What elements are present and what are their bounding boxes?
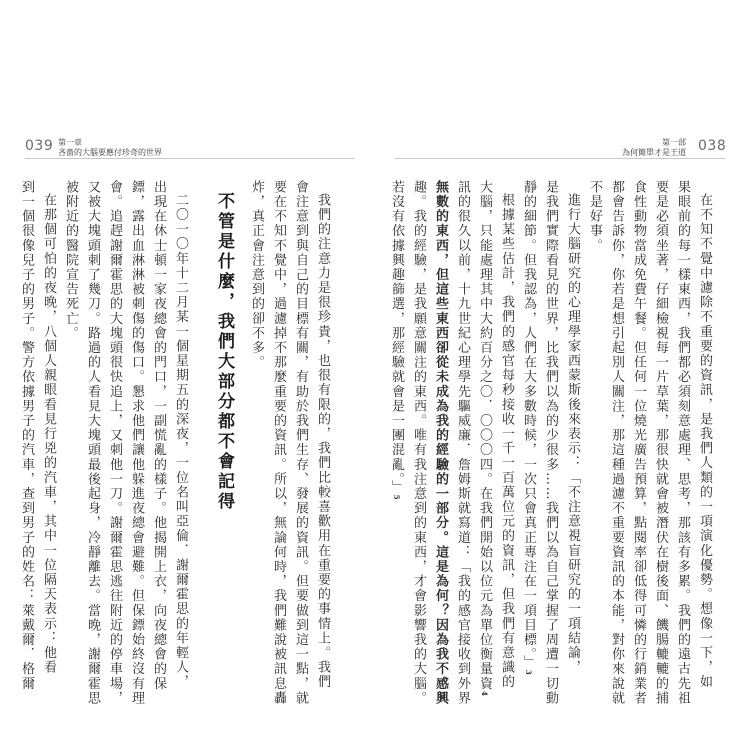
header-rule-right [395,158,725,159]
footnote-marker: 4 [480,691,489,698]
body-column [478,180,491,697]
body-column: 我們的注意力是很珍貴，也很有限的，我們比較喜歡用在重要的事情上。我們 [315,193,330,690]
body-column: 會。追趕謝爾霍思的大塊頭很快追上，又刺他一刀。謝爾霍思逃往附近的停車場， [107,180,122,706]
section-heading: 不管是什麼，我們大部分都不會記得 [214,192,234,512]
body-column: 到一個很像兒子的男子。警方依據男子的汽車，查到男子的姓名：萊戴爾．格爾 [19,180,34,691]
body-column: 無數的東西，但這些東西卻從未成為我的經驗的一部分。這是為何？因為我不感興 [433,180,448,706]
body-column: 被附近的醫院宣告死亡。 [63,180,78,341]
body-text: 大腦，只能處理其中大約百分之〇．〇〇〇四。在我們開始以位元為單位衡量資 [477,180,492,691]
body-text: 若沒有依據興趣篩選，那經驗就會是一團混亂。」 [389,180,404,495]
body-column: 在不知不覺中濾除不重要的資訊，是我們人類的一項演化優勢。想像一下，如 [697,193,712,690]
body-column [522,180,535,676]
chapter-label: 第一章 [58,138,82,147]
chapter-title: 吝嗇的大腦要應付珍奇的世界 [58,148,162,157]
body-column: 鏢，露出血淋淋被刺傷的傷口。懇求他們讓他躲進夜總會避難。但保鏢始終沒有理 [129,180,144,706]
body-column: 又被大塊頭刺了幾刀。路過的人看見大塊頭最後起身，冷靜離去。當晚，謝爾霍思 [85,180,100,706]
page-number-left: 039 [25,138,54,154]
part-label: 第一部 [662,138,686,147]
body-column: 趣。我的經驗，是我願意關注的東西。唯有我注意到的東西，才會影響我的大腦。 [411,180,426,706]
header-rule-left [25,158,355,159]
page-number-right: 038 [698,138,727,154]
body-column: 根據某些估計，我們的感官每秒接收一千一百萬位元的資訊，但我們有意識的 [499,193,514,690]
body-column: 都會告訴你，你若是想引起別人關注，那這種過濾不重要資訊的本能，對你來說就 [609,180,624,706]
body-column: 要是必須坐著，仔細檢視每一片草葉，那很快就會被潛伏在樹後面、饑腸轆轆的捕 [653,180,668,706]
body-column: 二〇一〇年十二月某一個星期五的深夜，一位名叫亞倫．謝爾霍思的年輕人， [173,193,188,690]
body-column: 會注意到與自己的目標有關，有助於我們生存、發展的資訊。但要做到這一點，就 [293,180,308,706]
part-title: 為何簡單才是王道 [622,148,686,157]
body-column: 食性動物當成免費午餐。但任何一位燒光廣告預算，點閱率卻低得可憐的行銷業者 [631,180,646,706]
body-column: 要在不知不覺中，過濾掉不那麼重要的資訊。所以，無論何時，我們難說被訊息轟 [271,180,286,706]
body-column: 在那個可怕的夜晚，八個人親眼看見行兇的汽車，其中一位隔天表示：他看 [41,193,56,675]
body-column: 炸，真正會注意到的卻不多。 [249,180,264,370]
chapter-header [58,138,162,158]
body-column: 不是好事。 [587,180,602,253]
body-column: 訊的很久以前，十九世紀心理學先驅威廉．詹姆斯就寫道：「我的感官接收到外界 [455,180,470,706]
body-text: 靜的細節。但我認為，人們在大多數時候，一次只會真正專注在一項目標。」 [521,180,536,670]
body-column [390,180,403,501]
footnote-marker: 3 [524,669,533,677]
body-column: 是我們實際看見的世界，比我們以為的少很多……我們以為自己掌握了周遭一切動 [543,180,558,706]
footnote-marker: 5 [392,494,401,502]
body-column: 果眼前的每一樣東西，我們都必須刻意處理、思考，那該有多累。我們的遠古先祖 [675,180,690,706]
part-header [566,138,686,158]
body-column: 進行大腦研究的心理學家西蒙斯後來表示：「不注意視盲研究的一項結論， [565,193,580,675]
body-column: 出現在休士頓一家夜總會的門口，一副慌亂的樣子。他揭開上衣，向夜總會的保 [151,180,166,691]
